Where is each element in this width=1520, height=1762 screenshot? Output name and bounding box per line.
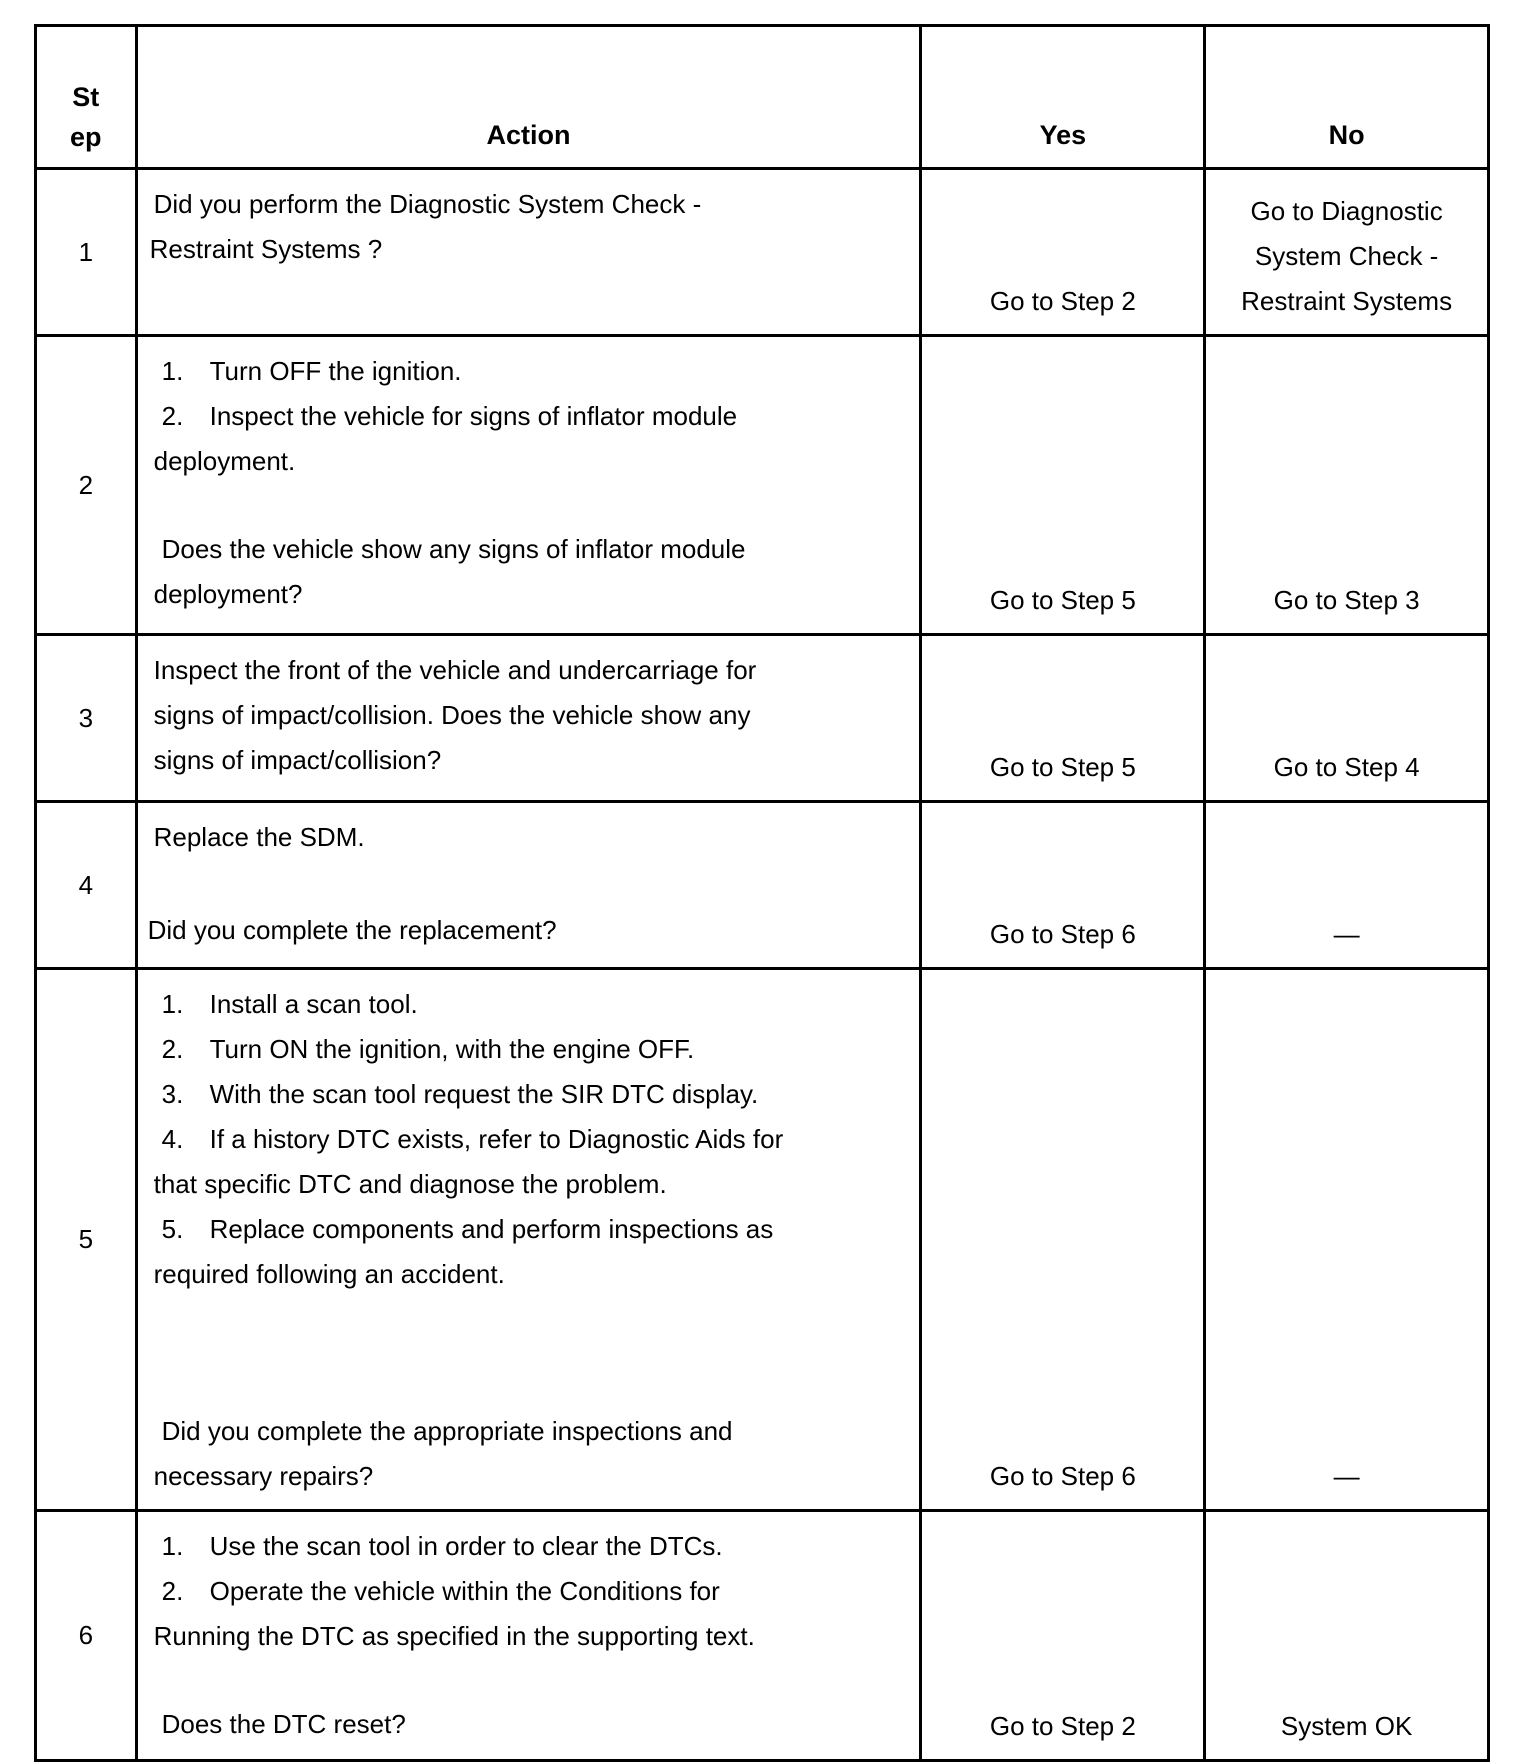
list-number: 4. xyxy=(161,1124,184,1154)
action-line: Replace the SDM. xyxy=(153,822,365,852)
table-row xyxy=(36,635,1489,802)
no-cell: — xyxy=(1205,969,1489,1511)
step-number: 4 xyxy=(36,802,137,969)
list-text: With the scan tool request the SIR DTC display. xyxy=(209,1079,759,1109)
no-cell: — xyxy=(1205,802,1489,969)
no-line: System Check - xyxy=(1254,241,1439,271)
list-number: 2. xyxy=(161,1034,184,1064)
list-number: 2. xyxy=(161,401,184,431)
table-row xyxy=(36,169,1489,336)
list-item xyxy=(154,982,910,1027)
yes-cell: Go to Step 2 xyxy=(921,1511,1205,1761)
no-line: Restraint Systems xyxy=(1241,286,1453,316)
no-cell: Go to Step 3 xyxy=(1205,336,1489,635)
action-line: Did you perform the Diagnostic System Check - xyxy=(153,189,702,219)
list-text: Turn ON the ignition, with the engine OFF. xyxy=(209,1034,695,1064)
list-text: Use the scan tool in order to clear the DTCs. xyxy=(209,1531,723,1561)
list-item xyxy=(154,1207,910,1252)
no-cell xyxy=(1205,169,1489,336)
header-step xyxy=(36,26,137,169)
question-line: Did you complete the replacement? xyxy=(147,915,557,945)
list-text: Turn OFF the ignition. xyxy=(209,356,462,386)
header-yes: Yes xyxy=(921,26,1205,169)
list-text: Operate the vehicle within the Conditions for xyxy=(209,1576,720,1606)
question-line: Did you complete the appropriate inspections and xyxy=(161,1416,733,1446)
yes-cell: Go to Step 5 xyxy=(921,336,1205,635)
header-step-label: St ep xyxy=(70,82,102,152)
list-continuation: that specific DTC and diagnose the problem. xyxy=(153,1169,667,1199)
list-number: 3. xyxy=(161,1079,184,1109)
list-number: 5. xyxy=(161,1214,184,1244)
no-line: Go to Diagnostic xyxy=(1250,196,1443,226)
step-number: 1 xyxy=(36,169,137,336)
header-no: No xyxy=(1205,26,1489,169)
action-cell xyxy=(136,169,921,336)
step-number: 3 xyxy=(36,635,137,802)
list-item xyxy=(154,394,910,439)
list-item xyxy=(154,1524,910,1569)
action-cell xyxy=(136,1511,921,1761)
list-continuation: Running the DTC as specified in the supporting text. xyxy=(153,1621,755,1651)
list-number: 1. xyxy=(161,356,184,386)
yes-cell: Go to Step 6 xyxy=(921,969,1205,1511)
question-line: Does the DTC reset? xyxy=(161,1709,406,1739)
header-action: Action xyxy=(136,26,921,169)
no-cell: System OK xyxy=(1205,1511,1489,1761)
action-line: signs of impact/collision. Does the vehicle show any xyxy=(153,700,751,730)
action-cell xyxy=(136,635,921,802)
action-cell xyxy=(136,802,921,969)
no-cell: Go to Step 4 xyxy=(1205,635,1489,802)
yes-cell: Go to Step 6 xyxy=(921,802,1205,969)
list-text: Inspect the vehicle for signs of inflator module xyxy=(209,401,738,431)
table-row xyxy=(36,969,1489,1511)
question-line: necessary repairs? xyxy=(153,1461,374,1491)
question-line: deployment? xyxy=(153,579,303,609)
list-item xyxy=(154,1072,910,1117)
step-number: 5 xyxy=(36,969,137,1511)
list-number: 1. xyxy=(161,1531,184,1561)
list-continuation: deployment. xyxy=(153,446,296,476)
list-item xyxy=(154,349,910,394)
yes-cell: Go to Step 2 xyxy=(921,169,1205,336)
list-text: If a history DTC exists, refer to Diagnostic Aids for xyxy=(209,1124,784,1154)
list-continuation: required following an accident. xyxy=(153,1259,505,1289)
step-number: 2 xyxy=(36,336,137,635)
header-row xyxy=(36,26,1489,169)
action-line: signs of impact/collision? xyxy=(153,745,442,775)
list-text: Replace components and perform inspections as xyxy=(209,1214,774,1244)
action-line: Restraint Systems ? xyxy=(149,234,383,264)
list-number: 2. xyxy=(161,1576,184,1606)
table-row xyxy=(36,1511,1489,1761)
list-item xyxy=(154,1569,910,1614)
diagnostic-table xyxy=(34,24,1490,1762)
table-row xyxy=(36,336,1489,635)
list-item xyxy=(154,1117,910,1162)
list-number: 1. xyxy=(161,989,184,1019)
list-text: Install a scan tool. xyxy=(209,989,418,1019)
table-row xyxy=(36,802,1489,969)
step-number: 6 xyxy=(36,1511,137,1761)
action-cell xyxy=(136,336,921,635)
question-line: Does the vehicle show any signs of inflator module xyxy=(161,534,746,564)
action-line: Inspect the front of the vehicle and undercarriage for xyxy=(153,655,757,685)
yes-cell: Go to Step 5 xyxy=(921,635,1205,802)
action-cell xyxy=(136,969,921,1511)
list-item xyxy=(154,1027,910,1072)
